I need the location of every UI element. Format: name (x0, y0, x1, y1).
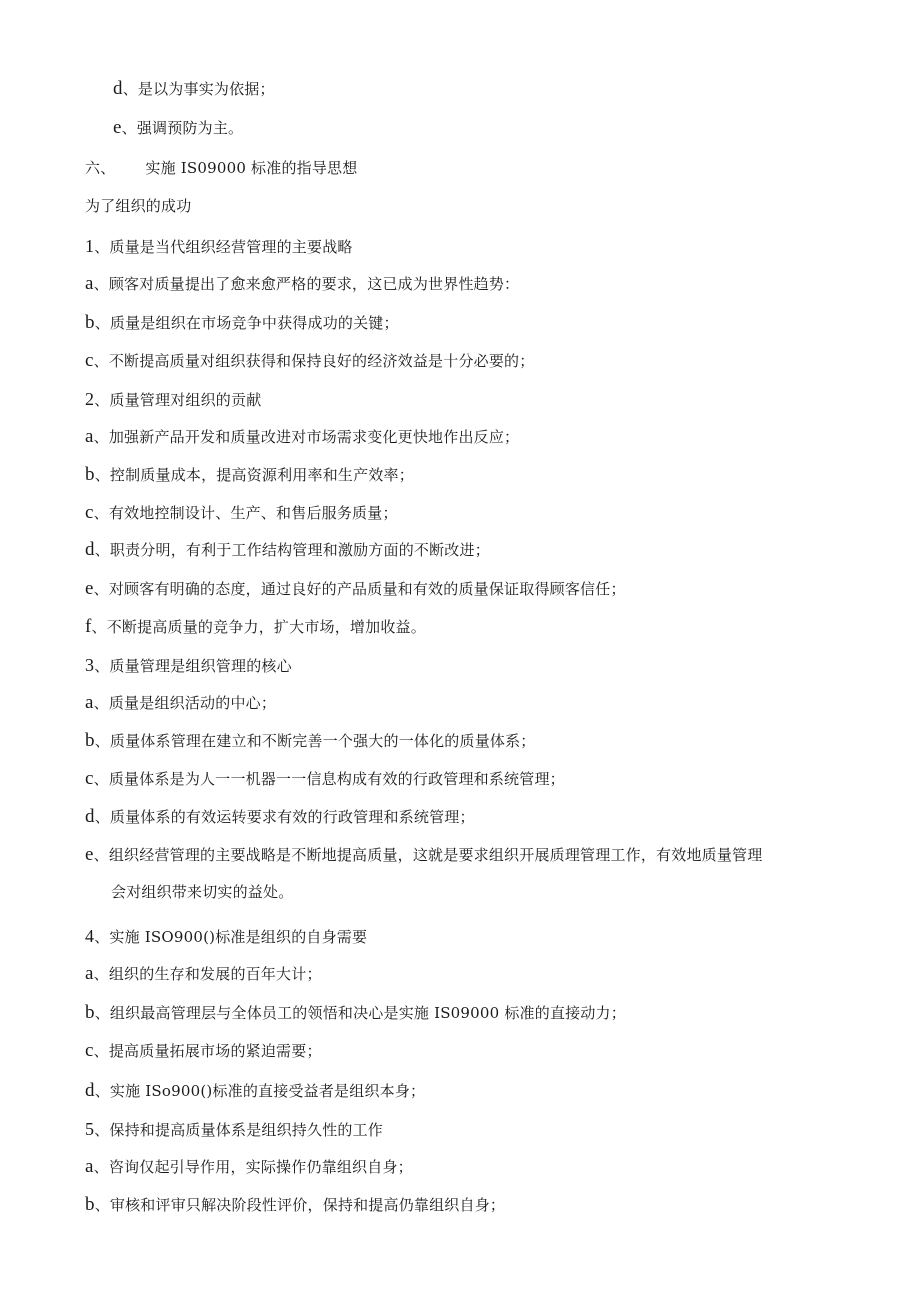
item-text: 、控制质量成本，提高资源利用率和生产效率； (94, 466, 414, 484)
item-text: 为了组织的成功 (85, 197, 192, 215)
item-marker: 3 (85, 655, 95, 675)
item-marker: e (85, 578, 94, 599)
section-heading (85, 158, 357, 178)
item-text: 、组织经营管理的主要战略是不断地提高质量，这就是要求组织开展质理管理工作，有效地质量管理 (93, 846, 763, 864)
item-text: 、质量是组织活动的中心； (93, 694, 277, 712)
subsection-heading (85, 389, 261, 410)
item-text: 、对顾客有明确的态度，通过良好的产品质量和有效的质量保证取得顾客信任； (93, 580, 626, 598)
list-item (85, 313, 399, 333)
item-text: 、咨询仅起引导作用，实际操作仍靠组织自身； (93, 1158, 413, 1176)
item-text: 、强调预防为主。 (121, 119, 244, 137)
list-item (85, 845, 762, 865)
list-item (85, 1195, 505, 1215)
list-item (85, 1157, 413, 1177)
item-text: 、审核和评审只解决阶段性评价，保持和提高仍靠组织自身； (94, 1196, 506, 1214)
list-item (85, 274, 519, 294)
item-text: 、质量体系是为人一一机器一一信息构成有效的行政管理和系统管理； (93, 770, 565, 788)
list-item (85, 1041, 322, 1061)
item-marker: a (85, 426, 94, 447)
item-marker: c (85, 1040, 94, 1061)
item-text: 、不断提高质量对组织获得和保持良好的经济效益是十分必要的； (93, 352, 535, 370)
paragraph-text (85, 196, 191, 216)
item-text: 、职责分明，有利于工作结构管理和激励方面的不断改进； (94, 541, 490, 559)
item-marker: a (85, 273, 94, 294)
item-marker: a (85, 692, 94, 713)
item-marker: d (113, 78, 123, 99)
item-text: 、组织最高管理层与全体员工的领悟和决心是实施 IS09000 标准的直接动力； (94, 1004, 626, 1022)
item-text: 、不断提高质量的竞争力，扩大市场，增加收益。 (91, 618, 426, 636)
item-text: 、质量体系的有效运转要求有效的行政管理和系统管理； (94, 808, 475, 826)
list-item (85, 465, 414, 485)
list-item (85, 351, 534, 371)
item-marker: b (85, 1194, 95, 1215)
item-marker: e (85, 844, 94, 865)
list-item (85, 617, 426, 637)
list-item-d (113, 79, 275, 99)
item-marker: c (85, 350, 94, 371)
list-item (85, 427, 519, 447)
subsection-heading (85, 1119, 383, 1140)
item-marker: b (85, 1002, 95, 1023)
list-item-e (113, 118, 243, 138)
subsection-heading (85, 655, 292, 676)
list-item (85, 503, 398, 523)
list-item (85, 807, 475, 827)
subsection-heading (85, 236, 353, 257)
list-item (85, 1081, 425, 1101)
item-marker: b (85, 464, 95, 485)
item-marker: e (113, 117, 122, 138)
item-marker: d (85, 1080, 95, 1101)
item-text: 、质量管理是组织管理的核心 (94, 657, 292, 675)
item-text: 、提高质量拓展市场的紧迫需要； (93, 1042, 322, 1060)
item-text: 、实施 ISO900()标准是组织的自身需要 (94, 928, 368, 946)
item-text: 、质量是当代组织经营管理的主要战略 (94, 238, 353, 256)
item-marker: 5 (85, 1119, 95, 1139)
item-text: 、是以为事实为依据； (122, 80, 275, 98)
item-text: 、组织的生存和发展的百年大计； (93, 965, 322, 983)
item-text: 、质量体系管理在建立和不断完善一个强大的一体化的质量体系； (94, 732, 536, 750)
item-marker: 1 (85, 236, 95, 256)
section-title: 实施 IS09000 标准的指导思想 (145, 159, 358, 177)
item-marker: b (85, 312, 95, 333)
item-text: 、有效地控制设计、生产、和售后服务质量； (93, 504, 398, 522)
item-text: 、顾客对质量提出了愈来愈严格的要求，这已成为世界性趋势： (93, 275, 520, 293)
item-marker: a (85, 1156, 94, 1177)
list-item (85, 769, 565, 789)
item-text: 、加强新产品开发和质量改进对市场需求变化更快地作出反应； (93, 428, 520, 446)
item-marker: d (85, 806, 95, 827)
item-marker: d (85, 539, 95, 560)
item-text: 、实施 ISo900()标准的直接受益者是组织本身； (94, 1082, 426, 1100)
list-item (85, 540, 490, 560)
item-marker: 4 (85, 926, 95, 946)
list-item (85, 1003, 626, 1023)
item-text: 、质量管理对组织的贡献 (94, 391, 262, 409)
item-marker: c (85, 502, 94, 523)
item-text: 、保持和提高质量体系是组织持久性的工作 (94, 1121, 384, 1139)
list-item-continuation (111, 882, 293, 902)
section-number: 六、 (85, 159, 116, 177)
item-text: 、质量是组织在市场竞争中获得成功的关键； (94, 314, 399, 332)
item-marker: a (85, 963, 94, 984)
item-marker: b (85, 730, 95, 751)
item-marker: 2 (85, 389, 95, 409)
list-item (85, 693, 276, 713)
item-text: 会对组织带来切实的益处。 (111, 883, 294, 901)
list-item (85, 964, 322, 984)
list-item (85, 731, 536, 751)
subsection-heading (85, 926, 367, 947)
item-marker: f (85, 616, 92, 637)
item-marker: c (85, 768, 94, 789)
list-item (85, 579, 626, 599)
